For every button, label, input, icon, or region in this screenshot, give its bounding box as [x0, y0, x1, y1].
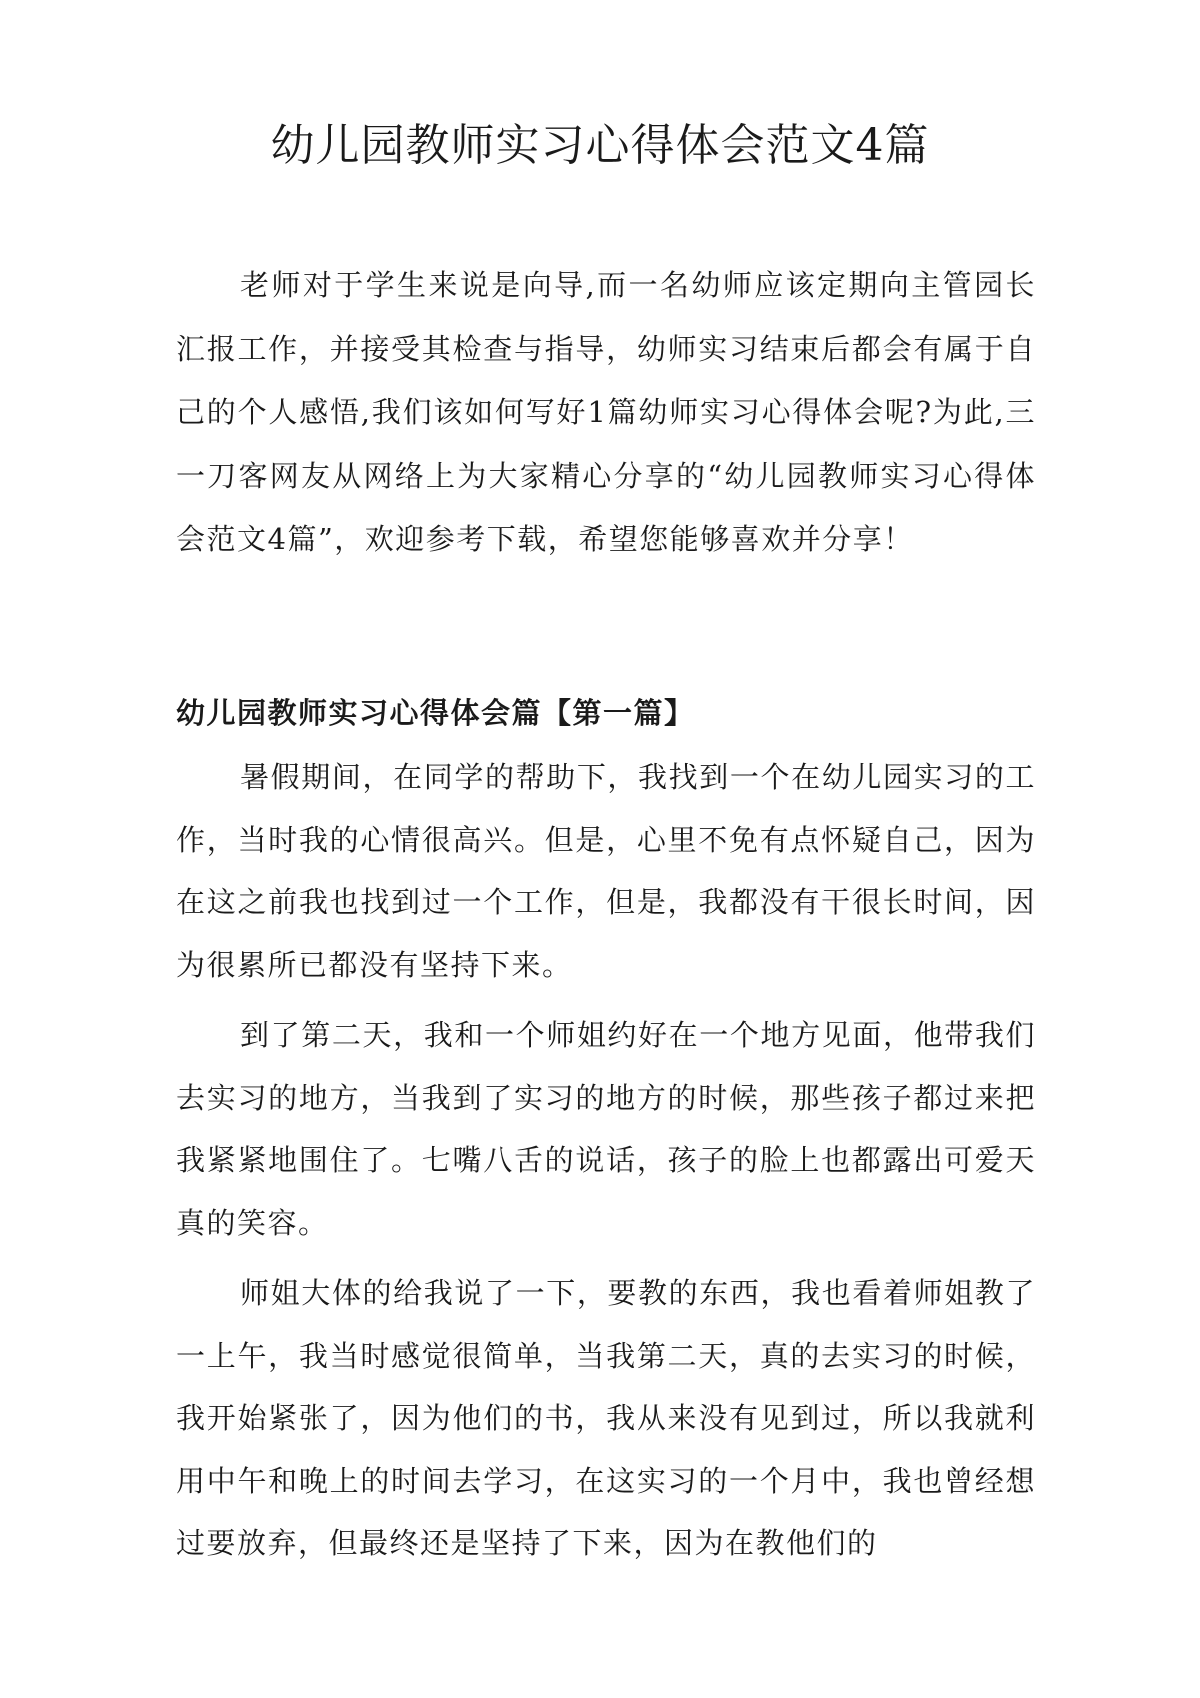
- body-paragraph-3: 师姐大体的给我说了一下，要教的东西，我也看着师姐教了一上午，我当时感觉很简单，当我第二天，真的去实习的时候，我开始紧张了，因为他们的书，我从来没有见到过，所以我就利用中午和晚上的时间去学习，在这实习的一个月中，我也曾经想过要放弃，但最终还是坚持了下来，因为在教他们的: [176, 1276, 1036, 1560]
- body-paragraph-1: 暑假期间，在同学的帮助下，我找到一个在幼儿园实习的工作，当时我的心情很高兴。但是，心里不免有点怀疑自己，因为在这之前我也找到过一个工作，但是，我都没有干很长时间，因为很累所已都没有坚持下来。: [176, 760, 1036, 982]
- section-heading: 幼儿园教师实习心得体会篇【第一篇】: [176, 696, 695, 730]
- section-body: [176, 746, 1036, 1583]
- intro-paragraph: 老师对于学生来说是向导,而一名幼师应该定期向主管园长汇报工作，并接受其检查与指导，幼师实习结束后都会有属于自己的个人感悟,我们该如何写好1篇幼师实习心得体会呢?为此,三一刀客网友从网络上为大家精心分享的“幼儿园教师实习心得体会范文4篇”，欢迎参考下载，希望您能够喜欢并分享！: [176, 268, 1036, 556]
- body-paragraph-2: 到了第二天，我和一个师姐约好在一个地方见面，他带我们去实习的地方，当我到了实习的地方的时候，那些孩子都过来把我紧紧地围住了。七嘴八舌的说话，孩子的脸上也都露出可爱天真的笑容。: [176, 1018, 1036, 1240]
- document-title: 幼儿园教师实习心得体会范文4篇: [270, 120, 930, 171]
